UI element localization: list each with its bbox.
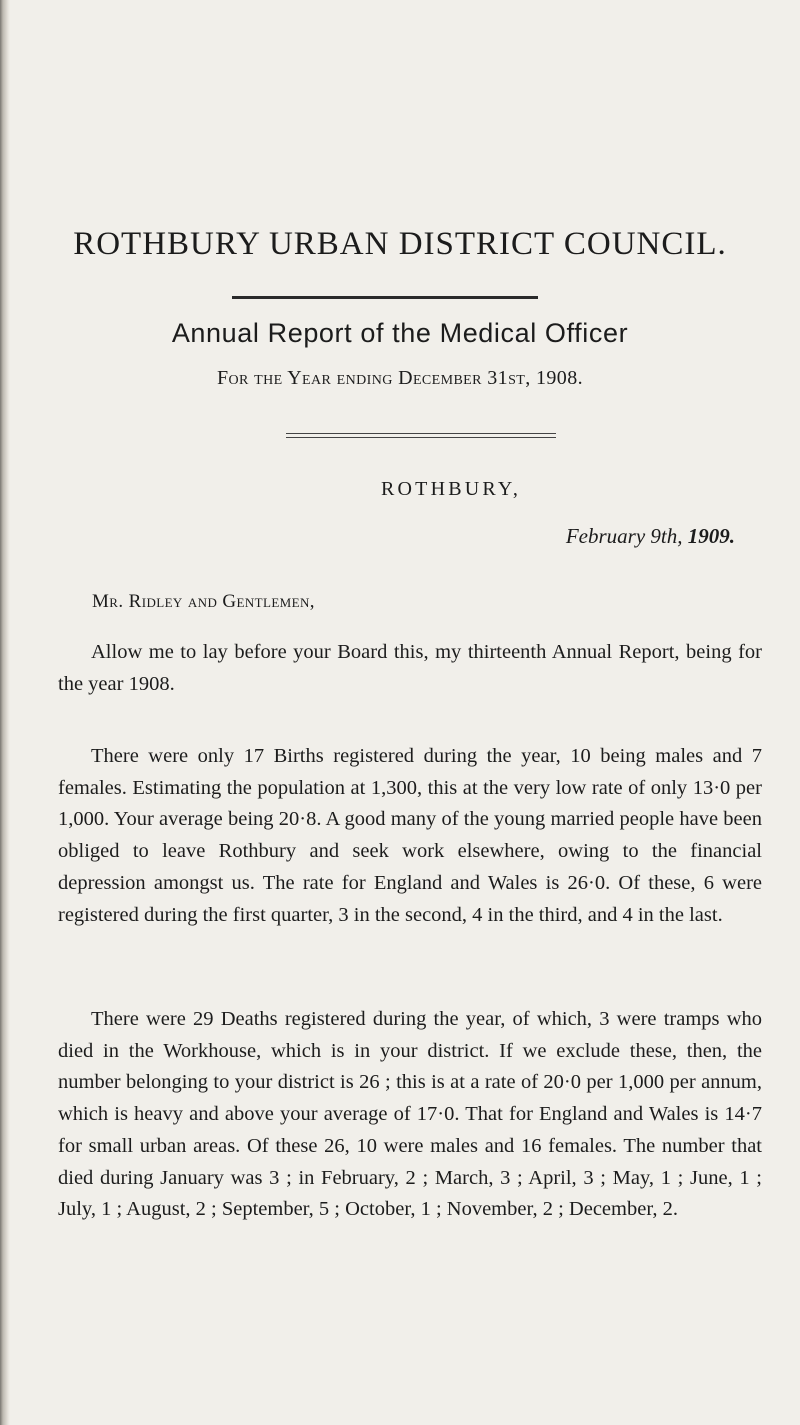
paragraph-deaths: There were 29 Deaths registered during the year, of which, 3 were tramps who died in the Workhouse, which is in your district. If we exclude these, then, the number belonging to your district is 26 ; this is at a rate of 20·0 per 1,000 per annum, which is heavy and above your average of 17·0. That for England and Wales is 14·7 for small urban areas. Of these 26, 10 were males and 16 females. The number that died during January was 3 ; in February, 2 ; March, 3 ; April, 3 ; May, 1 ; June, 1 ; July, 1 ; August, 2 ; September, 5 ; October, 1 ; November, 2 ; December, 2. [58,1008,762,1221]
letter-date [566,524,735,549]
council-title: ROTHBURY URBAN DISTRICT COUNCIL. [73,226,727,262]
paragraph-intro: Allow me to lay before your Board this, my thirteenth Annual Report, being for the year 1908. [58,641,762,695]
paragraph-births: There were only 17 Births registered during the year, 10 being males and 7 females. Estimating the population at 1,300, this at the very low rate of only 13·0 per 1,000. Your average being 20·8. A good many of the young married people have been obliged to leave Rothbury and seek work elsewhere, owing to the financial depression amongst us. The rate for England and Wales is 26·0. Of these, 6 were registered during the first quarter, 3 in the second, 4 in the third, and 4 in the last. [58,745,762,926]
report-title: Annual Report of the Medical Officer [171,318,629,348]
page-binding-edge [0,0,10,1425]
letter-date-year: 1909. [687,524,735,548]
title-rule [232,296,538,299]
salutation: Mr. Ridley and Gentlemen, [92,591,315,612]
letter-date-text: February 9th, [565,524,683,548]
letter-place: ROTHBURY, [381,478,522,500]
double-rule [286,433,556,438]
report-subtitle: For the Year ending December 31st, 1908. [216,367,584,389]
